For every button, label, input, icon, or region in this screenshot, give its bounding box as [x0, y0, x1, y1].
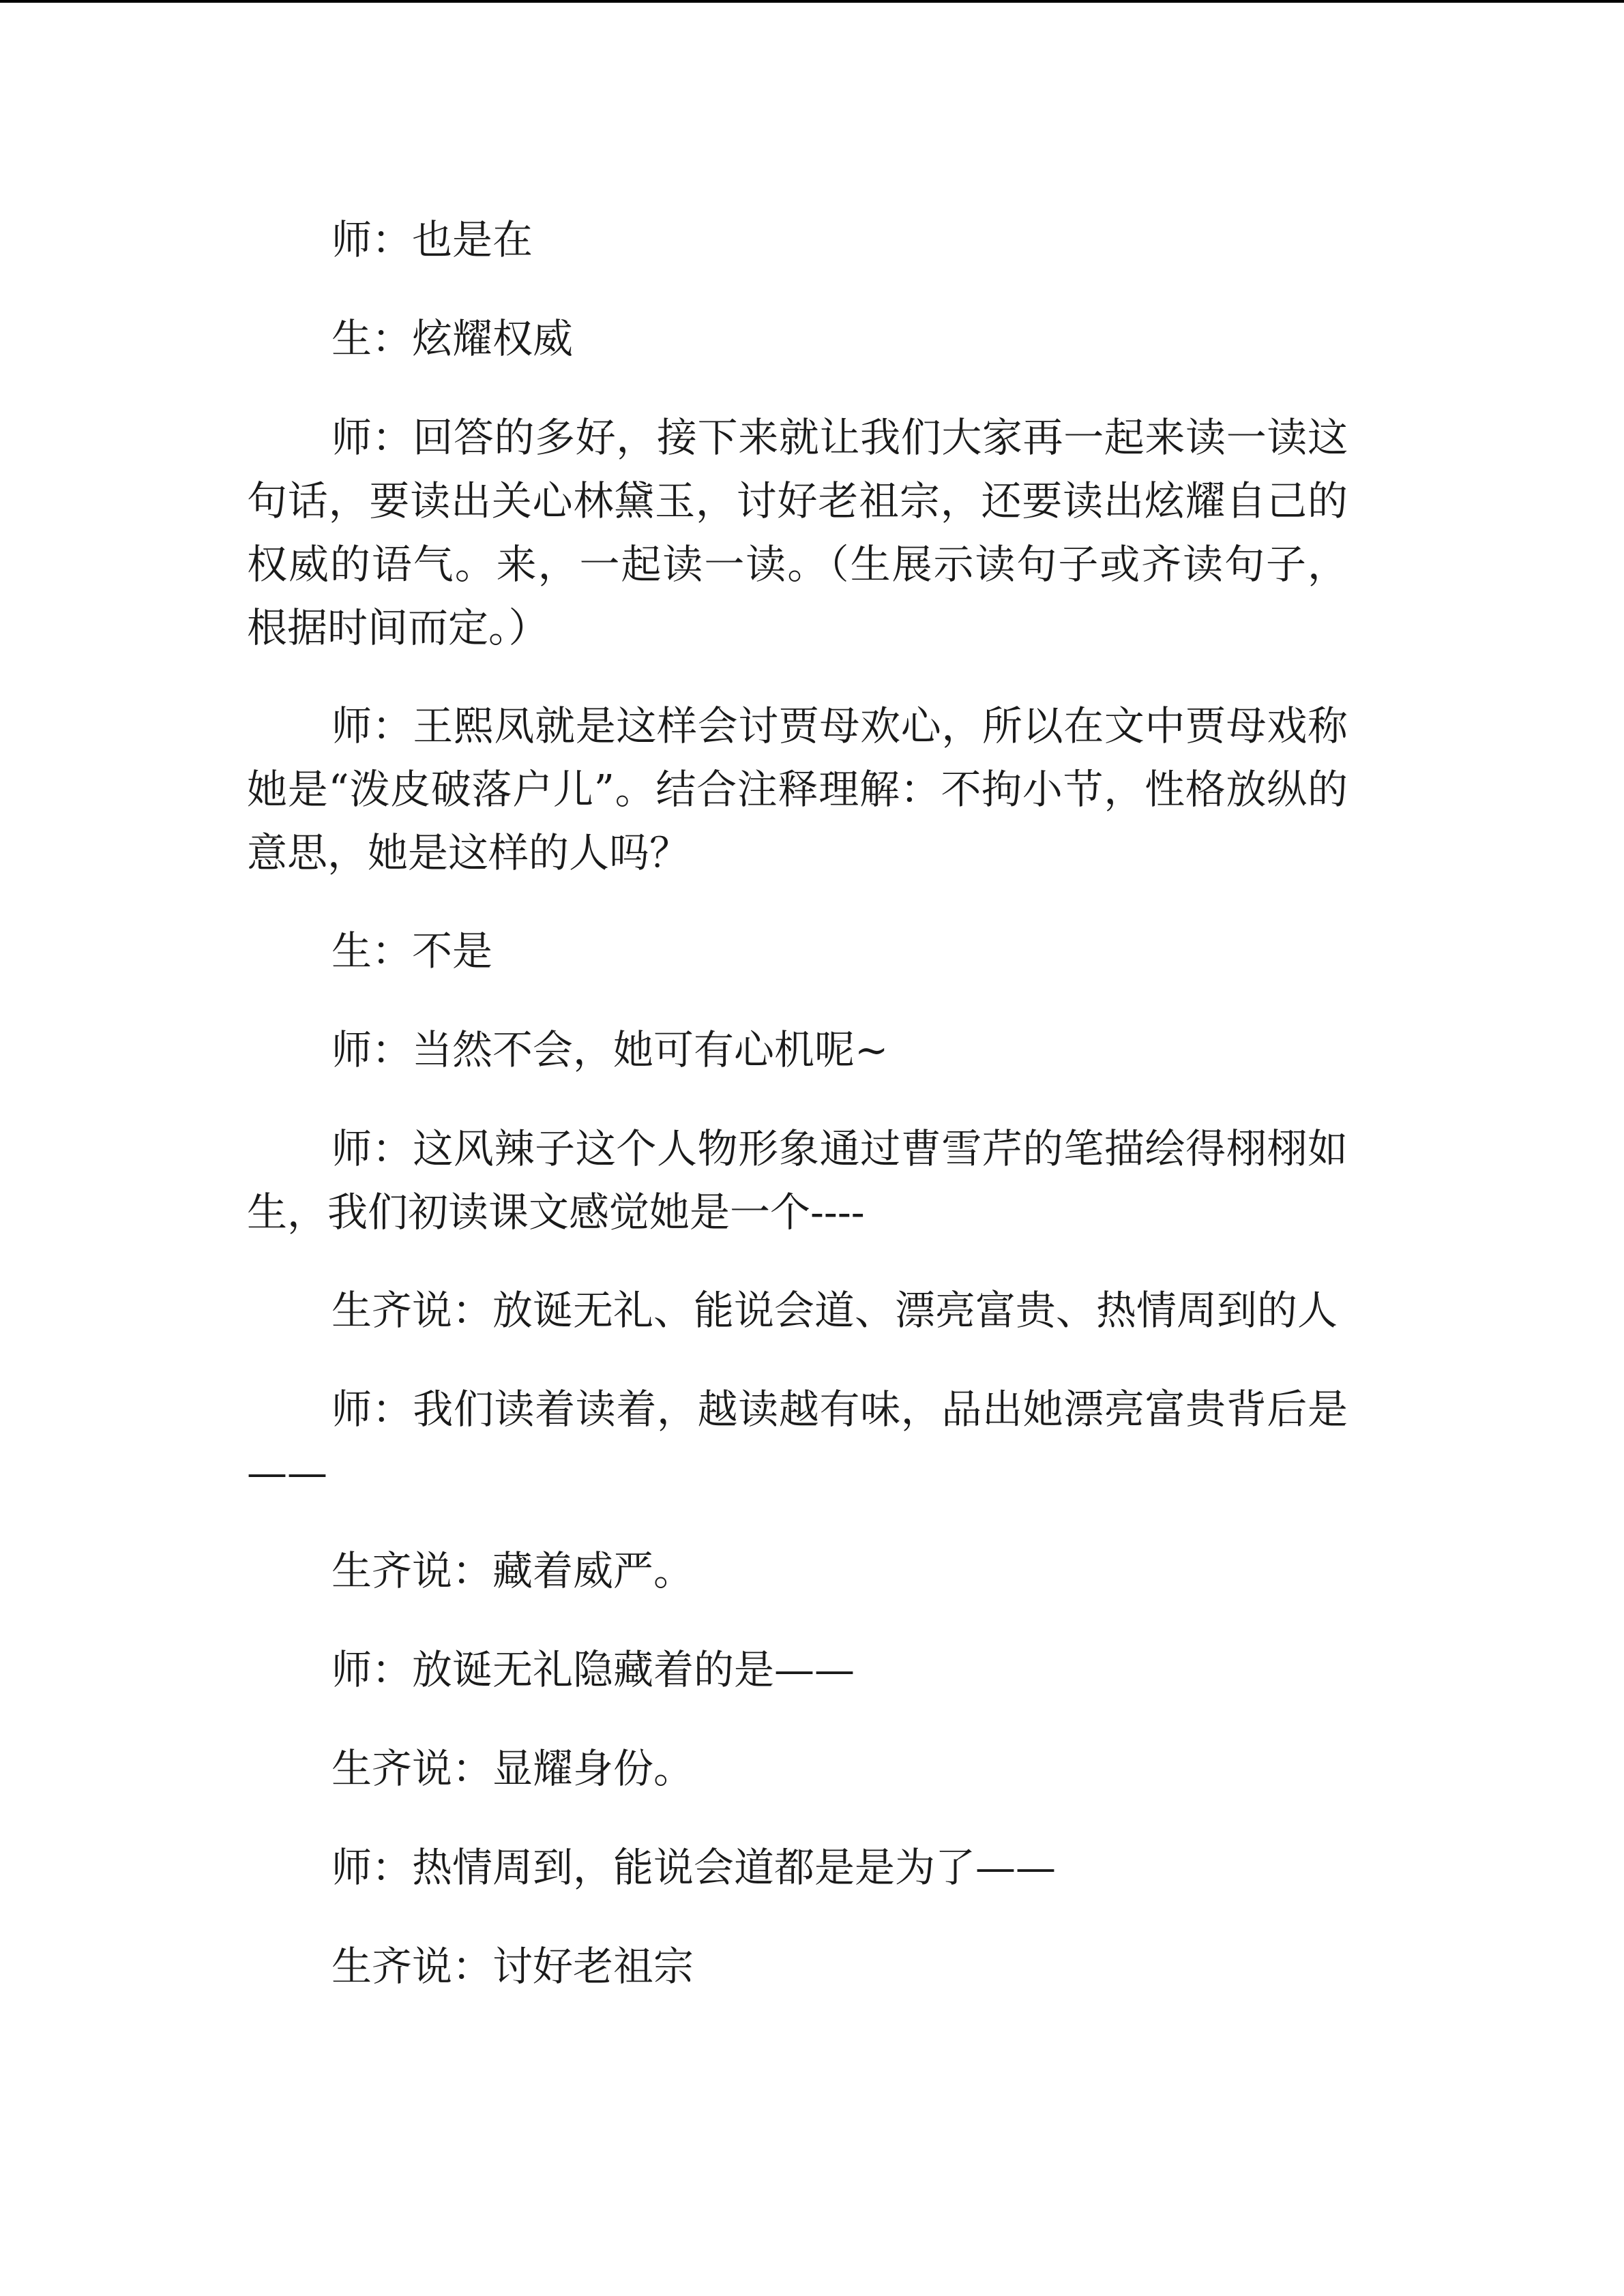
dialogue-paragraph: 师：当然不会，她可有心机呢~ [331, 1026, 889, 1073]
dialogue-paragraph: 生齐说：讨好老祖宗 [331, 1943, 694, 1990]
dialogue-paragraph: 生：炫耀权威 [331, 315, 574, 362]
dialogue-paragraph: 师：也是在 [331, 216, 533, 263]
dialogue-paragraph: 师：我们读着读着，越读越有味，品出她漂亮富贵背后是—— [247, 1386, 1348, 1496]
dialogue-paragraph: 师：王熙凤就是这样会讨贾母欢心，所以在文中贾母戏称她是“泼皮破落户儿”。结合注释理解：不拘小节，性格放纵的意思，她是这样的人吗？ [247, 702, 1348, 876]
dialogue-paragraph: 生齐说：藏着威严。 [331, 1547, 694, 1594]
dialogue-paragraph: 师：放诞无礼隐藏着的是—— [331, 1646, 855, 1693]
dialogue-paragraph: 师：热情周到，能说会道都是是为了—— [331, 1844, 1057, 1891]
dialogue-paragraph: 师：回答的多好，接下来就让我们大家再一起来读一读这句话，要读出关心林黛玉，讨好老祖宗，还要读出炫耀自己的权威的语气。来，一起读一读。（生展示读句子或齐读句子，根据时间而定。） [247, 414, 1348, 651]
dialogue-paragraph: 生：不是 [331, 927, 493, 974]
document-body [247, 208, 1348, 1998]
dialogue-paragraph: 师：这风辣子这个人物形象通过曹雪芹的笔描绘得栩栩如生，我们初读课文感觉她是一个---- [247, 1125, 1348, 1236]
dialogue-paragraph: 生齐说：显耀身份。 [331, 1745, 694, 1792]
dialogue-paragraph: 生齐说：放诞无礼、能说会道、漂亮富贵、热情周到的人 [331, 1287, 1338, 1334]
page-top-border [0, 0, 1624, 3]
